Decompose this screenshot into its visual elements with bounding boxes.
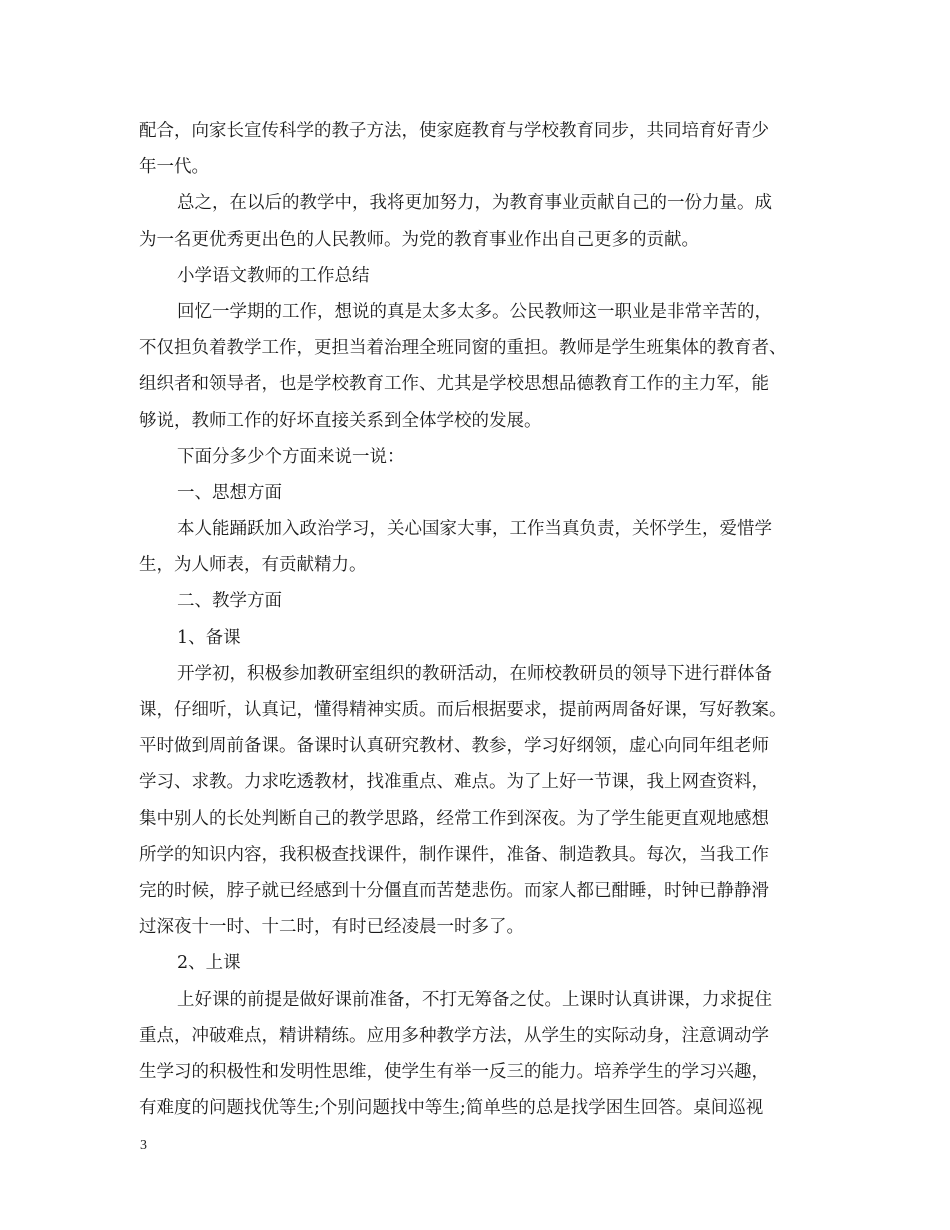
text-line: 组织者和领导者，也是学校教育工作、尤其是学校思想品德教育工作的主力军，能 bbox=[139, 374, 769, 395]
text-line: 为一名更优秀更出色的人民教师。为党的教育事业作出自己更多的贡献。 bbox=[139, 229, 699, 250]
text-line: 下面分多少个方面来说一说： bbox=[177, 446, 405, 467]
text-line: 开学初，积极参加教研室组织的教研活动，在师校教研员的领导下进行群体备 bbox=[177, 663, 772, 684]
text-line: 2、上课 bbox=[177, 953, 241, 974]
text-line: 不仅担负着教学工作，更担当着治理全班同窗的重担。教师是学生班集体的教育者、 bbox=[139, 338, 787, 359]
text-line: 生，为人师表，有贡献精力。 bbox=[139, 555, 367, 576]
text-line: 上好课的前提是做好课前准备，不打无筹备之仗。上课时认真讲课，力求捉住 bbox=[177, 989, 772, 1010]
text-line: 1、备课 bbox=[177, 627, 241, 648]
text-line: 平时做到周前备课。备课时认真研究教材、教参，学习好纲领，虚心向同年组老师 bbox=[139, 736, 769, 757]
text-line: 回忆一学期的工作，想说的真是太多太多。公民教师这一职业是非常辛苦的， bbox=[177, 301, 772, 322]
text-line: 年一代。 bbox=[139, 157, 209, 178]
text-line: 课，仔细听，认真记，懂得精神实质。而后根据要求，提前两周备好课，写好教案。 bbox=[139, 700, 787, 720]
text-line: 所学的知识内容，我积极查找课件，制作课件，准备、制造教具。每次，当我工作 bbox=[139, 844, 769, 865]
text-line: 够说，教师工作的好坏直接关系到全体学校的发展。 bbox=[139, 410, 542, 431]
text-line: 完的时候，脖子就已经感到十分僵直而苦楚悲伤。而家人都已酣睡，时钟已静静滑 bbox=[139, 880, 769, 901]
text-line: 有难度的问题找优等生;个别问题找中等生;简单些的总是找学困生回答。桌间巡视 bbox=[139, 1098, 764, 1119]
text-line: 集中别人的长处判断自己的教学思路，经常工作到深夜。为了学生能更直观地感想 bbox=[139, 808, 769, 829]
text-line: 小学语文教师的工作总结 bbox=[177, 265, 370, 286]
page-number: 3 bbox=[140, 1138, 147, 1153]
text-line: 一、思想方面 bbox=[177, 482, 282, 503]
document-body bbox=[139, 113, 819, 1126]
text-line: 学习、求教。力求吃透教材，找准重点、难点。为了上好一节课，我上网查资料， bbox=[139, 772, 769, 793]
text-line: 二、教学方面 bbox=[177, 591, 282, 612]
text-line: 重点，冲破难点，精讲精练。应用多种教学方法，从学生的实际动身，注意调动学 bbox=[139, 1025, 769, 1046]
text-line: 过深夜十一时、十二时，有时已经凌晨一时多了。 bbox=[139, 917, 524, 938]
text-line: 总之，在以后的教学中，我将更加努力，为教育事业贡献自己的一份力量。成 bbox=[177, 193, 772, 214]
text-line: 配合，向家长宣传科学的教子方法，使家庭教育与学校教育同步，共同培育好青少 bbox=[139, 121, 769, 141]
text-line: 生学习的积极性和发明性思维，使学生有举一反三的能力。培养学生的学习兴趣， bbox=[139, 1061, 769, 1082]
text-line: 本人能踊跃加入政治学习，关心国家大事，工作当真负责，关怀学生，爱惜学 bbox=[177, 519, 772, 540]
